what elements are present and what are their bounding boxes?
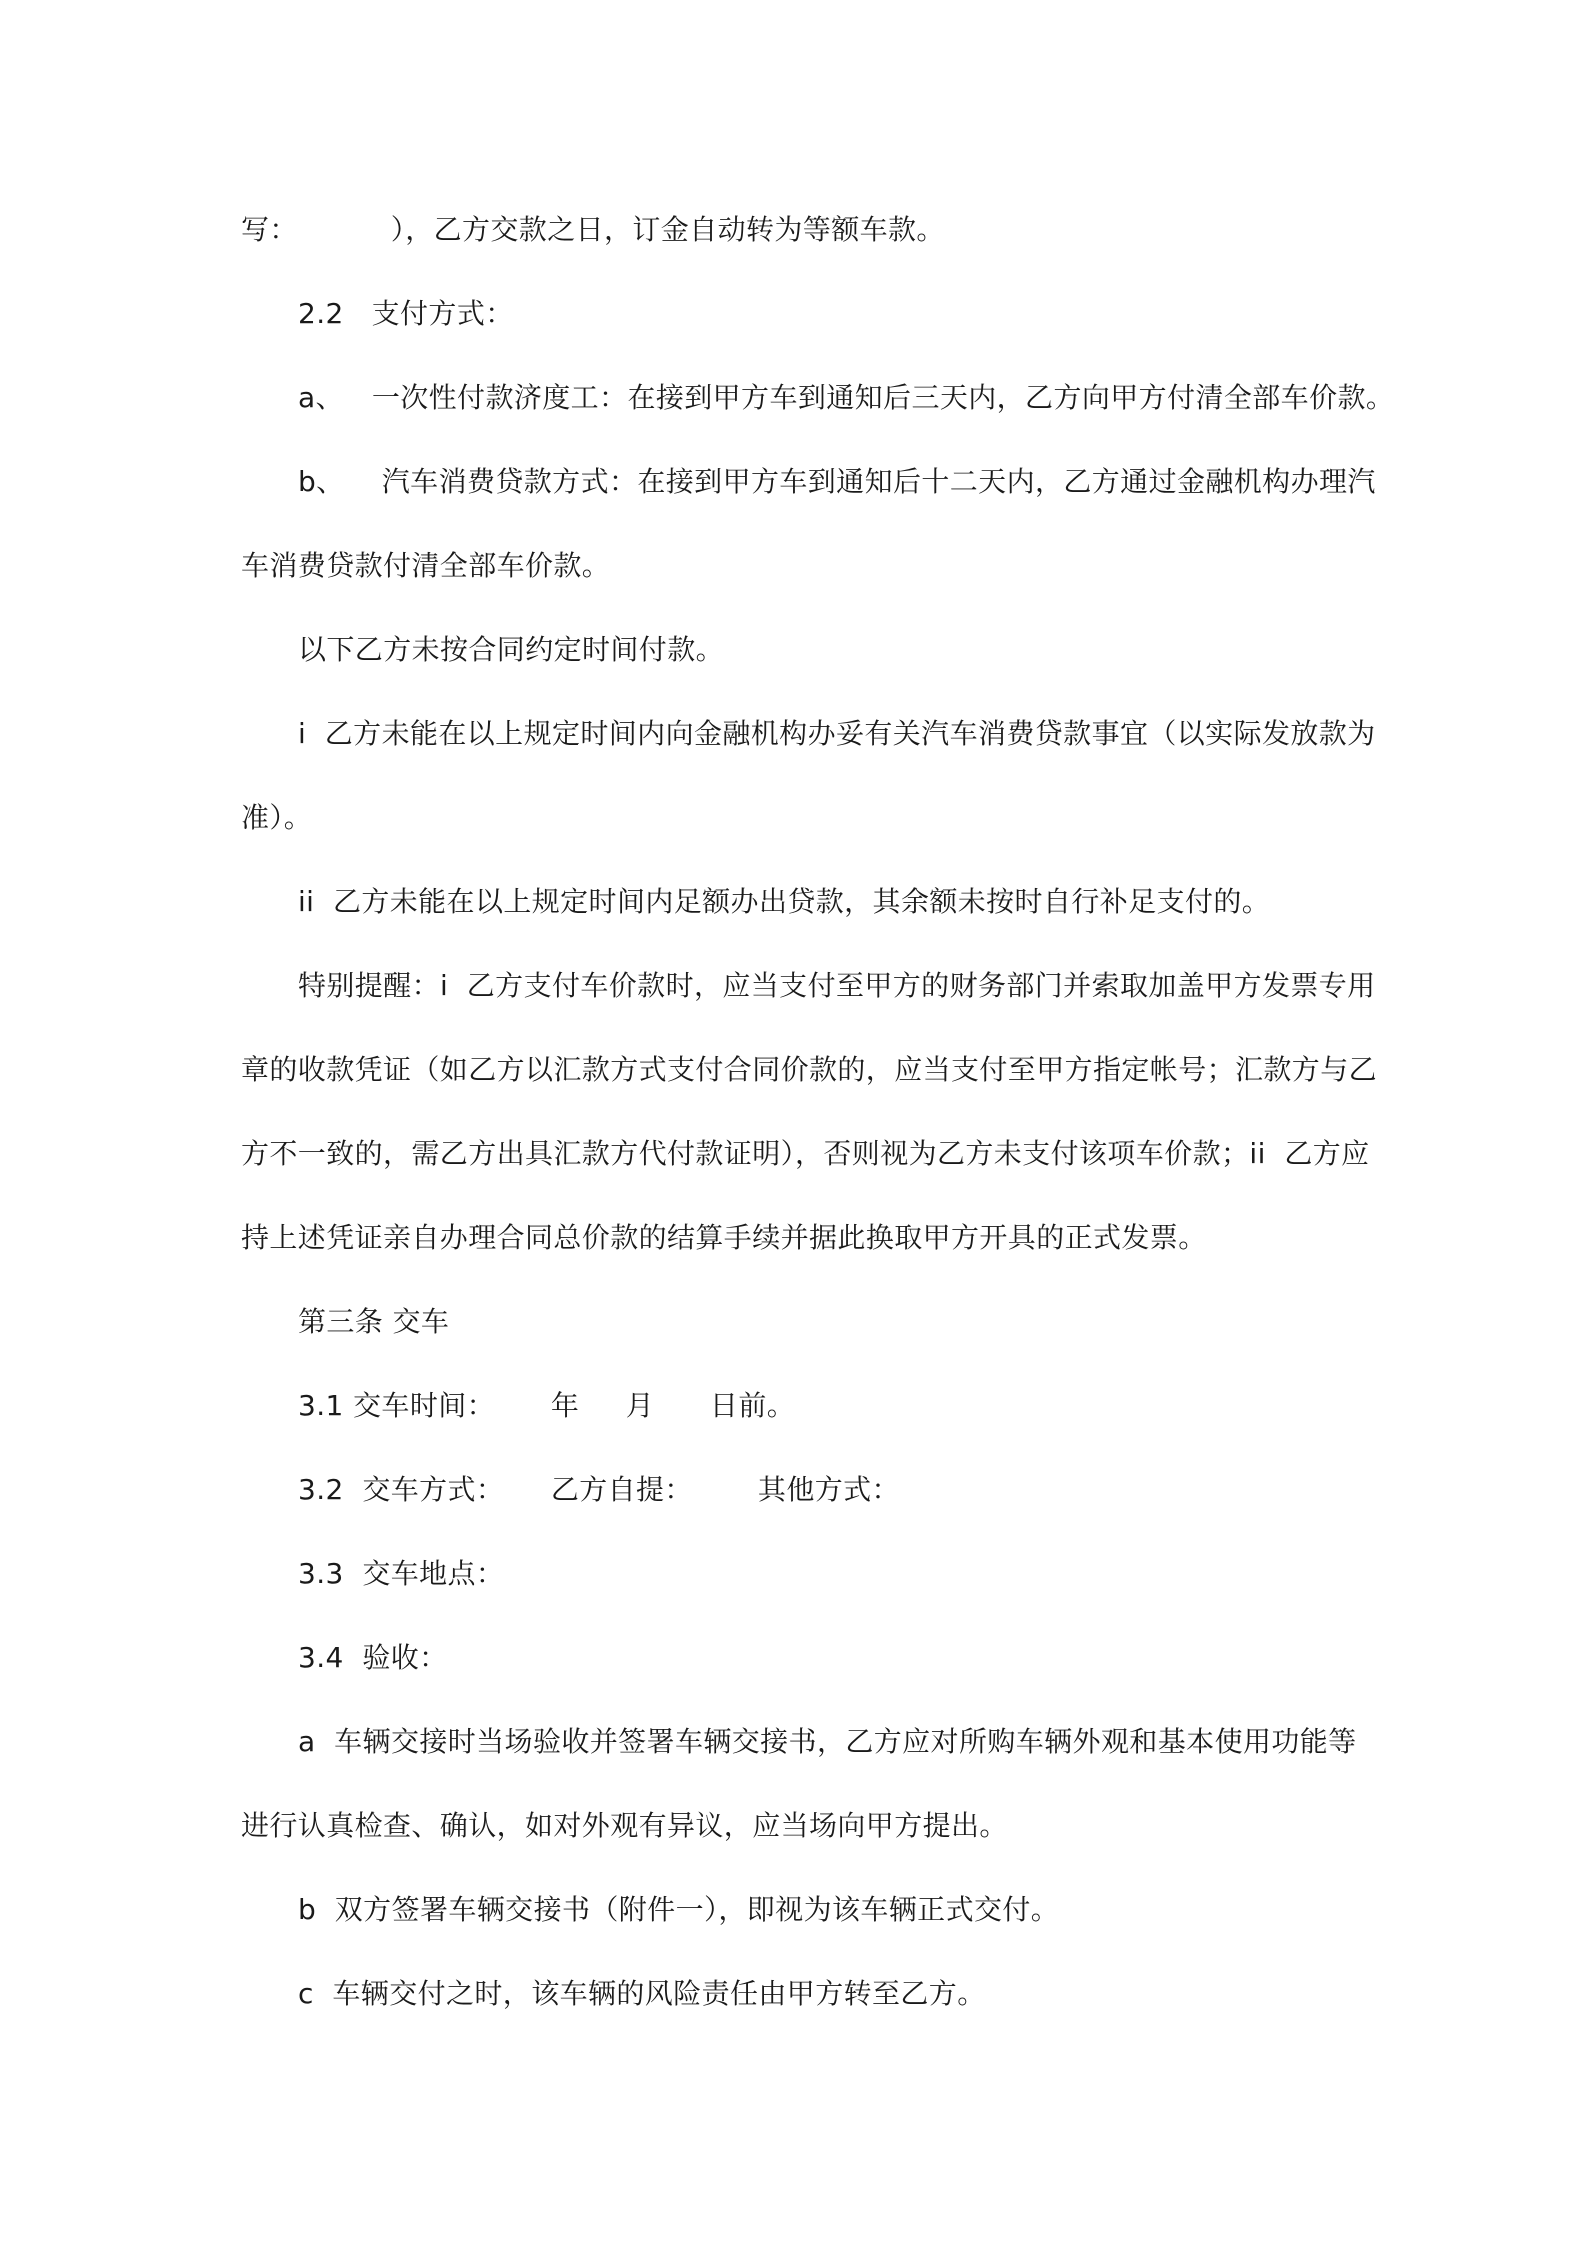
text-line: 持上述凭证亲自办理合同总价款的结算手续并据此换取甲方开具的正式发票。 — [241, 1221, 1207, 1254]
text-line: 车消费贷款付清全部车价款。 — [241, 549, 611, 582]
text-line: 方不一致的，需乙方出具汇款方代付款证明），否则视为乙方未支付该项车价款；ii 乙方应 — [241, 1137, 1370, 1170]
text-line: a、 一次性付款济度工：在接到甲方车到通知后三天内，乙方向甲方付清全部车价款。 — [298, 381, 1395, 414]
text-line: b 双方签署车辆交接书（附件一），即视为该车辆正式交付。 — [298, 1893, 1060, 1926]
text-line: i 乙方未能在以上规定时间内向金融机构办妥有关汽车消费贷款事宜（以实际发放款为 — [298, 717, 1376, 750]
text-line: 章的收款凭证（如乙方以汇款方式支付合同价款的，应当支付至甲方指定帐号；汇款方与乙 — [241, 1053, 1378, 1086]
text-line: 3.4 验收： — [298, 1641, 448, 1674]
text-line: ii 乙方未能在以上规定时间内足额办出贷款，其余额未按时自行补足支付的。 — [298, 885, 1271, 918]
text-line: 以下乙方未按合同约定时间付款。 — [298, 633, 725, 666]
text-line: c 车辆交付之时，该车辆的风险责任由甲方转至乙方。 — [298, 1977, 986, 2010]
text-line: 准）。 — [241, 801, 313, 834]
section-heading: 2.2 支付方式： — [298, 297, 514, 330]
text-line: b、 汽车消费贷款方式：在接到甲方车到通知后十二天内，乙方通过金融机构办理汽 — [298, 465, 1376, 498]
article-heading: 第三条 交车 — [298, 1305, 450, 1338]
text-line: 3.2 交车方式： 乙方自提： 其他方式： — [298, 1473, 900, 1506]
text-line: a 车辆交接时当场验收并签署车辆交接书，乙方应对所购车辆外观和基本使用功能等 — [298, 1725, 1357, 1758]
text-line: 写： ），乙方交款之日，订金自动转为等额车款。 — [241, 213, 945, 246]
text-line: 3.1 交车时间： 年 月 日前。 — [298, 1389, 796, 1422]
text-line: 3.3 交车地点： — [298, 1557, 505, 1590]
text-line: 进行认真检查、确认，如对外观有异议，应当场向甲方提出。 — [241, 1809, 1008, 1842]
text-line: 特别提醒：i 乙方支付车价款时，应当支付至甲方的财务部门并索取加盖甲方发票专用 — [298, 969, 1376, 1002]
